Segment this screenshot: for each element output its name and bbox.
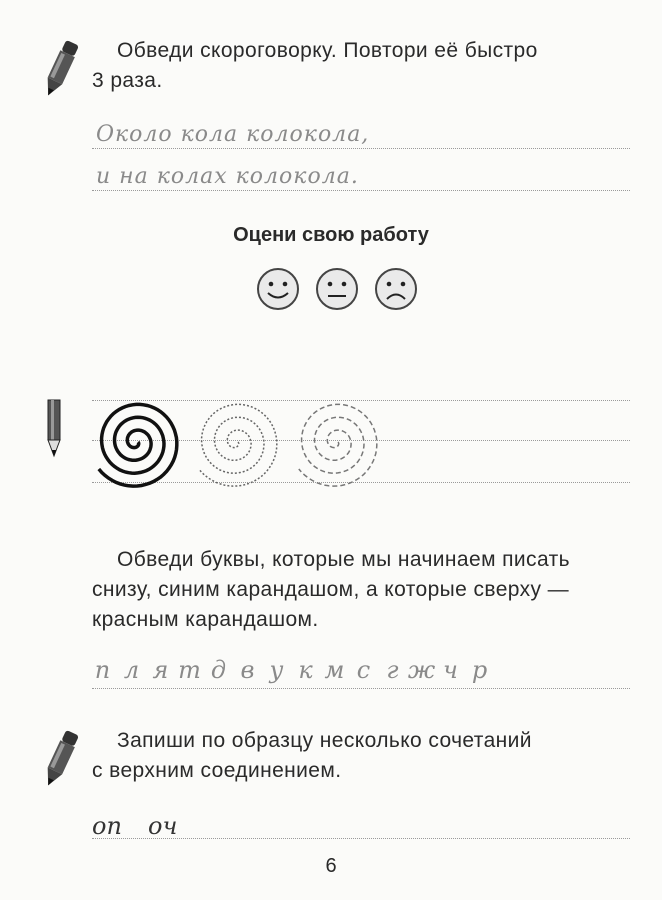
spiral-dashed — [299, 404, 377, 486]
tongue-twister-line1: Около кола колокола, — [96, 122, 370, 147]
cursive-letter: м — [324, 656, 345, 684]
task4-instruction-line1: Запиши по образцу несколько сочетаний — [117, 729, 532, 752]
cursive-letter: д — [210, 656, 227, 684]
sad-face-icon[interactable] — [373, 266, 421, 312]
smiley-row — [255, 266, 425, 312]
tongue-twister-line2: и на колах колокола. — [96, 164, 359, 189]
cursive-letter: т — [178, 656, 201, 684]
task1-instruction-line1: Обведи скороговорку. Повтори её быстро — [117, 39, 538, 62]
neutral-face-icon[interactable] — [314, 266, 362, 312]
pencil-icon — [42, 398, 66, 460]
task3-instruction-line2: снизу, синим карандашом, а которые сверху — — [92, 578, 570, 601]
spirals — [90, 394, 390, 494]
self-assessment-title: Оцени свою работу — [233, 224, 429, 246]
cursive-letter: ч — [443, 656, 458, 684]
cursive-letter: р — [471, 656, 488, 684]
cursive-letter: с — [356, 656, 371, 684]
task1-instruction-line2: 3 раза. — [92, 69, 163, 92]
writing-line — [92, 148, 630, 149]
sample-och: оч — [148, 812, 178, 840]
cursive-letter: в — [240, 656, 255, 684]
page-number: 6 — [325, 855, 337, 877]
task3-instruction-line3: красным карандашом. — [92, 608, 319, 631]
cursive-letter: у — [269, 656, 284, 684]
writing-line — [92, 190, 630, 191]
cursive-letter: к — [298, 656, 313, 684]
spiral-dotted — [199, 404, 277, 486]
writing-line — [92, 688, 630, 689]
cursive-letter: п — [94, 656, 111, 684]
pen-icon — [40, 728, 80, 792]
sample-op: оп — [92, 812, 122, 840]
spiral-solid — [99, 404, 177, 486]
task3-instruction-line1: Обведи буквы, которые мы начинаем писать — [117, 548, 570, 571]
cursive-letter: ж — [407, 656, 436, 684]
happy-face-icon[interactable] — [255, 266, 303, 312]
pen-icon — [40, 38, 80, 102]
task4-instruction-line2: с верхним соединением. — [92, 759, 342, 782]
letters-row — [88, 656, 494, 684]
cursive-letter: г — [386, 656, 399, 684]
cursive-letter: я — [152, 656, 169, 684]
cursive-letter: л — [123, 656, 140, 684]
